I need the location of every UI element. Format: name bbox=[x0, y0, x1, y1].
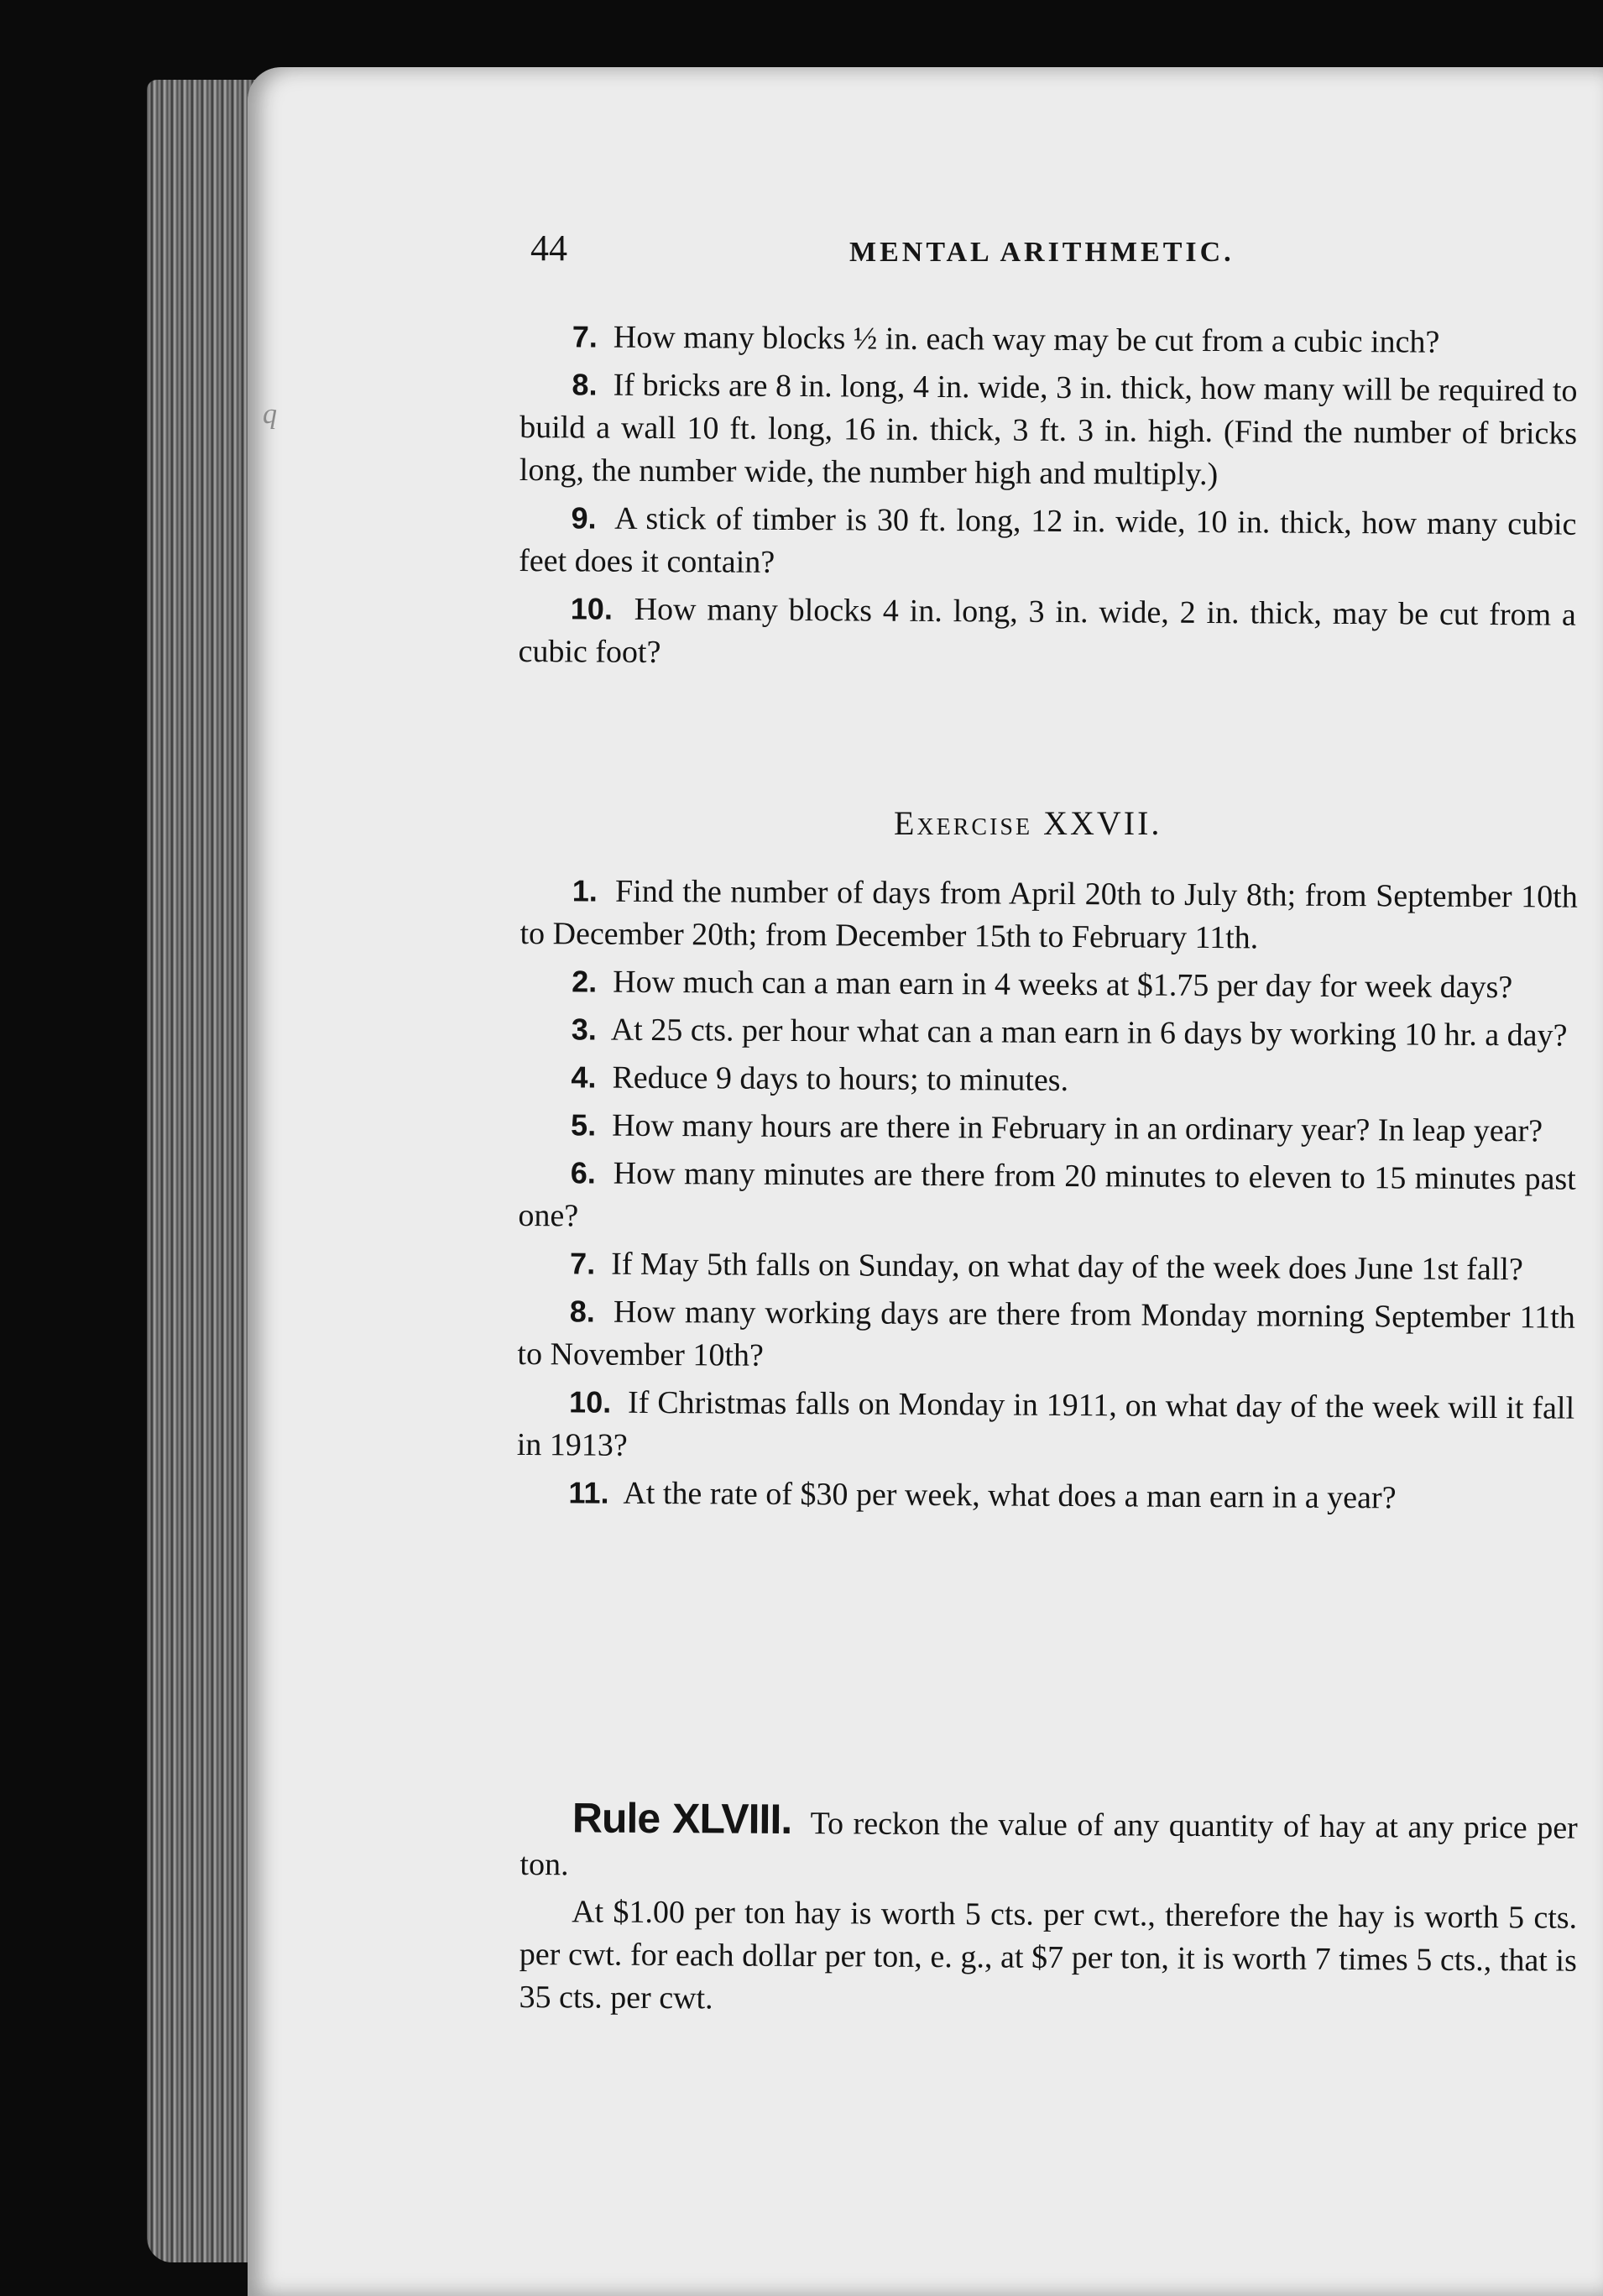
rule-title: To reckon the value of any quantity of hay at any price per ton. bbox=[520, 1806, 1578, 1883]
problem-number: 3. bbox=[571, 1012, 597, 1047]
running-title: MENTAL ARITHMETIC. bbox=[849, 237, 1235, 268]
problem-number: 1. bbox=[572, 873, 598, 908]
problem-item bbox=[519, 496, 1577, 589]
problem-number: 8. bbox=[572, 367, 598, 402]
problem-text: How many working days are there from Monday morning September 11th to November 10th? bbox=[517, 1294, 1575, 1373]
problem-text: Reduce 9 days to hours; to minutes. bbox=[612, 1059, 1069, 1098]
problem-item bbox=[519, 1103, 1576, 1153]
problem-item bbox=[520, 960, 1577, 1010]
problem-text: If May 5th falls on Sunday, on what day of the week does June 1st fall? bbox=[611, 1246, 1523, 1288]
problem-item bbox=[518, 1151, 1576, 1244]
problem-text: At the rate of $30 per week, what does a man earn in a year? bbox=[623, 1475, 1397, 1516]
problem-item bbox=[518, 587, 1576, 680]
rule-section bbox=[519, 1794, 1578, 2030]
problem-text: Find the number of days from April 20th to July 8th; from September 10th to December 20th; from December 15th to February 11th. bbox=[520, 873, 1578, 956]
exercise-heading: Exercise XXVII. bbox=[894, 804, 1162, 842]
problem-number: 2. bbox=[572, 964, 598, 999]
page-number: 44 bbox=[530, 228, 567, 269]
problem-text: If Christmas falls on Monday in 1911, on what day of the week will it fall in 1913? bbox=[516, 1384, 1575, 1463]
problem-number: 4. bbox=[571, 1059, 597, 1095]
problem-text: A stick of timber is 30 ft. long, 12 in. wide, 10 in. thick, how many cubic feet does it contain? bbox=[519, 500, 1577, 580]
problem-item bbox=[520, 315, 1578, 365]
problem-text: How many minutes are there from 20 minutes to eleven to 15 minutes past one? bbox=[518, 1155, 1576, 1234]
page-header bbox=[530, 227, 1580, 277]
rule-body: At $1.00 per ton hay is worth 5 cts. per cwt., therefore the hay is worth 5 cts. per cwt. for each dollar per ton, e. g., at $7 per ton, it is worth 7 times 5 cts., that is 35 cts. per cwt. bbox=[519, 1894, 1578, 2016]
problem-number: 9. bbox=[571, 500, 597, 536]
problem-item bbox=[520, 363, 1578, 499]
problem-number: 7. bbox=[570, 1246, 596, 1281]
problem-number: 10. bbox=[568, 1384, 612, 1420]
problem-number: 10. bbox=[570, 591, 614, 626]
problem-text: How many blocks ½ in. each way may be cut from a cubic inch? bbox=[613, 319, 1440, 360]
previous-exercise-continuation bbox=[518, 315, 1578, 684]
problem-item bbox=[517, 1289, 1575, 1383]
problem-item bbox=[516, 1471, 1574, 1521]
problem-item bbox=[519, 1055, 1576, 1106]
problem-item bbox=[517, 1380, 1575, 1473]
problem-number: 8. bbox=[569, 1294, 595, 1329]
problem-text: At 25 cts. per hour what can a man earn in 6 days by working 10 hr. a day? bbox=[610, 1012, 1568, 1054]
problem-number: 7. bbox=[572, 319, 598, 354]
exercise-problems bbox=[516, 869, 1578, 1525]
problem-item bbox=[520, 1007, 1577, 1058]
rule-statement bbox=[520, 1794, 1578, 1893]
problem-text: If bricks are 8 in. long, 4 in. wide, 3 in. thick, how many will be required to build a wall 10 ft. long, 16 in. thick, 3 ft. 3 in. high. (Find the number of bricks long, the number wide, the number high and multiply.) bbox=[519, 367, 1578, 493]
rule-label: Rule XLVIII. bbox=[572, 1794, 792, 1843]
problem-number: 5. bbox=[571, 1107, 597, 1143]
problem-item bbox=[518, 1242, 1575, 1292]
book-page-edges bbox=[147, 80, 264, 2262]
problem-number: 6. bbox=[570, 1155, 596, 1190]
problem-item bbox=[520, 869, 1578, 962]
margin-mark: q bbox=[263, 399, 277, 430]
problem-text: How many blocks 4 in. long, 3 in. wide, 2 in. thick, may be cut from a cubic foot? bbox=[518, 591, 1576, 671]
problem-text: How many hours are there in February in an ordinary year? In leap year? bbox=[612, 1107, 1543, 1149]
problem-text: How much can a man earn in 4 weeks at $1.75 per day for week days? bbox=[613, 964, 1513, 1006]
problem-number: 11. bbox=[568, 1475, 609, 1510]
